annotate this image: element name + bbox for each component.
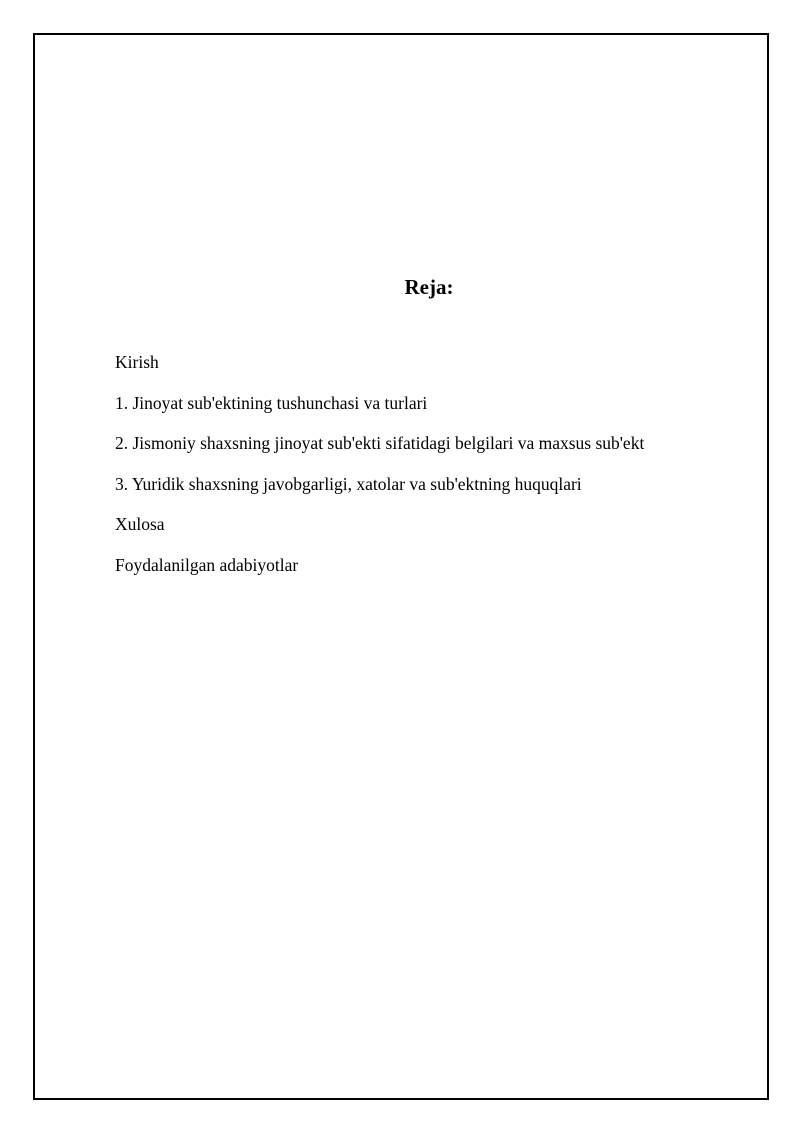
toc-item-2: 2. Jismoniy shaxsning jinoyat sub'ekti sifatidagi belgilari va maxsus sub'ekt	[115, 433, 645, 454]
table-of-contents	[115, 350, 644, 594]
toc-item-conclusion: Xulosa	[115, 514, 165, 535]
toc-item-references: Foydalanilgan adabiyotlar	[115, 554, 299, 575]
toc-item-introduction: Kirish	[115, 352, 159, 372]
toc-item-1: 1. Jinoyat sub'ektining tushunchasi va turlari	[115, 392, 428, 413]
toc-item-3: 3. Yuridik shaxsning javobgarligi, xatolar va sub'ektning huquqlari	[115, 473, 582, 494]
page-title: Reja:	[404, 275, 454, 299]
